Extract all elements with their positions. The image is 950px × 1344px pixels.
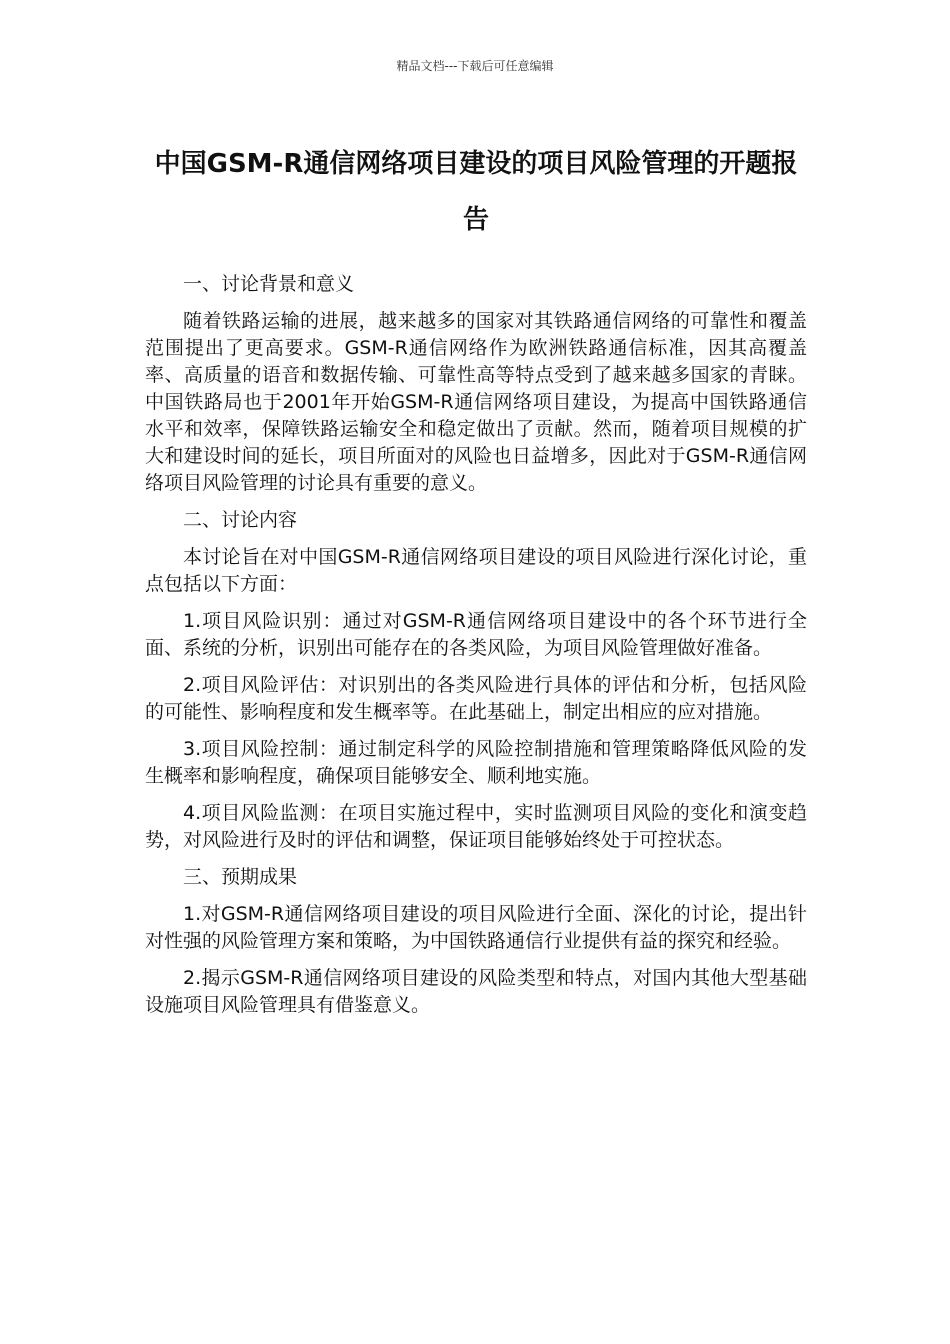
results-item-1: 1.对GSM-R通信网络项目建设的项目风险进行全面、深化的讨论，提出针对性强的风险管理方案和策略，为中国铁路通信行业提供有益的探究和经验。 bbox=[145, 903, 807, 952]
background-paragraph: 随着铁路运输的进展，越来越多的国家对其铁路通信网络的可靠性和覆盖范围提出了更高要求。GSM-R通信网络作为欧洲铁路通信标准，因其高覆盖率、高质量的语音和数据传输、可靠性高等特点受到了越来越多国家的青睐。中国铁路局也于2001年开始GSM-R通信网络项目建设，为提高中国铁路通信水平和效率，保障铁路运输安全和稳定做出了贡献。然而，随着项目规模的扩大和建设时间的延长，项目所面对的风险也日益增多，因此对于GSM-R通信网络项目风险管理的讨论具有重要的意义。 bbox=[145, 310, 807, 494]
section-heading-results: 三、预期成果 bbox=[183, 866, 298, 888]
document-body bbox=[145, 271, 807, 1029]
content-item-risk-control: 3.项目风险控制：通过制定科学的风险控制措施和管理策略降低风险的发生概率和影响程度，确保项目能够安全、顺利地实施。 bbox=[145, 738, 807, 787]
content-item-risk-identification: 1.项目风险识别：通过对GSM-R通信网络项目建设中的各个环节进行全面、系统的分析，识别出可能存在的各类风险，为项目风险管理做好准备。 bbox=[145, 610, 807, 659]
content-item-risk-monitoring: 4.项目风险监测：在项目实施过程中，实时监测项目风险的变化和演变趋势，对风险进行及时的评估和调整，保证项目能够始终处于可控状态。 bbox=[145, 802, 807, 851]
content-item-risk-assessment: 2.项目风险评估：对识别出的各类风险进行具体的评估和分析，包括风险的可能性、影响程度和发生概率等。在此基础上，制定出相应的应对措施。 bbox=[145, 674, 807, 723]
section-heading-background: 一、讨论背景和意义 bbox=[183, 273, 355, 295]
page-header: 精品文档---下载后可任意编辑 bbox=[396, 59, 554, 73]
document-title: 中国GSM-R通信网络项目建设的项目风险管理的开题报告 bbox=[154, 149, 798, 235]
section-heading-content: 二、讨论内容 bbox=[183, 509, 298, 531]
results-item-2: 2.揭示GSM-R通信网络项目建设的风险类型和特点，对国内其他大型基础设施项目风险管理具有借鉴意义。 bbox=[145, 967, 807, 1016]
content-intro-paragraph: 本讨论旨在对中国GSM-R通信网络项目建设的项目风险进行深化讨论，重点包括以下方面： bbox=[145, 546, 807, 595]
